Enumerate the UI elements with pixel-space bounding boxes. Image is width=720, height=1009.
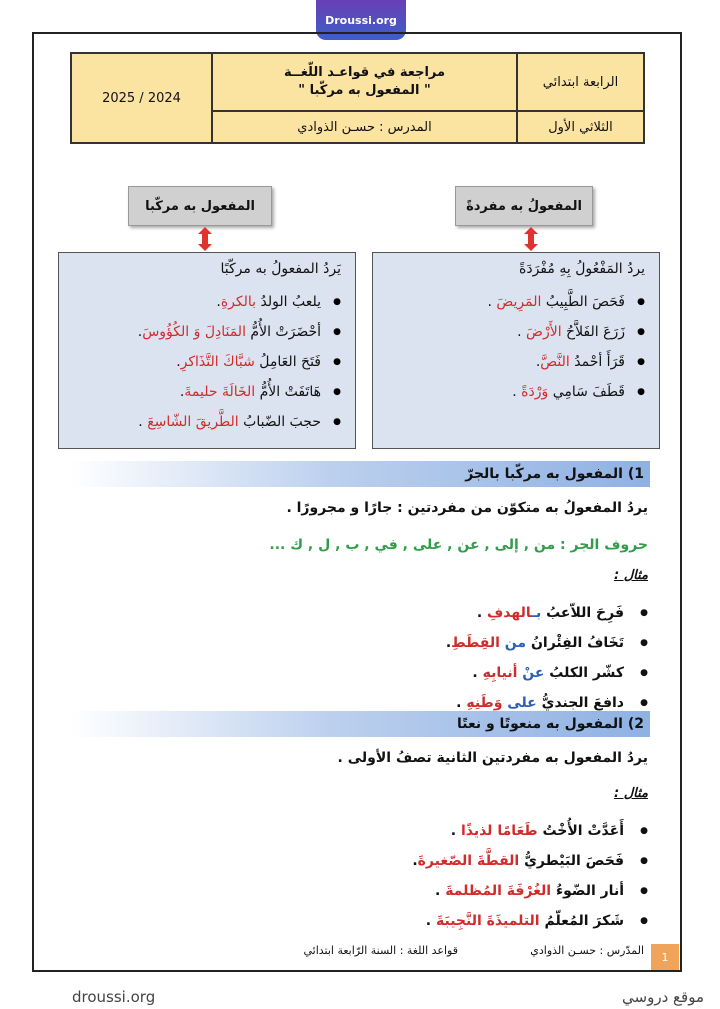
lesson-title: مراجعة في قواعـد اللّغــة " المفعول به مركّبا " [211, 54, 516, 112]
list-item: ● قَرَأَ أحْمدُ النَّصَّ. [383, 347, 645, 377]
list-item: ● فَرِحَ اللاّعبُ بـالهدفِ . [446, 598, 648, 628]
list-item: ● حجبَ الضّبابُ الطَّريقَ الشّاسِعَ . [69, 407, 341, 437]
example-label: مثال : [613, 786, 648, 801]
school-year: 2025 / 2024 [102, 90, 181, 106]
preposition-list: حروف الجر : من , إلى , عن , على , في , ب , ل , ك ... [269, 537, 648, 553]
list-item: ● يلعبُ الولدُ بالكرةِ. [69, 287, 341, 317]
list-item: ● أَعَدَّتْ الأُخْتُ طَعَامًا لذيذًا . [412, 816, 648, 846]
list-item: ● قَطَفَ سَامِي وَرْدَةً . [383, 377, 645, 407]
section-1-examples [446, 598, 648, 718]
grade-level: الرابعة ابتدائي [516, 54, 643, 112]
list-item: ● هَاتَفَتْ الأُمُّ الخَالَةَ حليمةَ. [69, 377, 341, 407]
list-item: ● أحْضَرَتْ الأُمُّ المَنَادِلَ وَ الكُؤُوسَ. [69, 317, 341, 347]
list-item: ● فَحَصَ البَيْطريُّ القطَّةَ الصّغيرةَ. [412, 846, 648, 876]
header-table [70, 52, 645, 144]
double-arrow-icon [197, 227, 213, 251]
list-item: ● زَرَعَ الفَلاَّحُ الأَرْضَ . [383, 317, 645, 347]
teacher-name: المدرس : حسـن الذوادي [211, 112, 516, 142]
term: الثلاثي الأول [516, 112, 643, 142]
compound-object-box [58, 252, 356, 449]
site-url: droussi.org [72, 988, 156, 1006]
page-number: 1 [651, 944, 679, 970]
section-2-rule: يردُ المفعول به مفردتين الثانية تصفُ الأولى . [337, 750, 648, 766]
list-item: ● دافعَ الجنديُّ على وَطَنِهِ . [446, 688, 648, 718]
single-box-heading: يردُ المَفْعُولُ بِهِ مُفْرَدَةً [519, 261, 645, 277]
list-item: ● أنار الضّوءُ الغُرْفَةَ المُظلمةَ . [412, 876, 648, 906]
section-1-rule: يردُ المفعولُ به متكوّن من مفردتين : جارًا و مجرورًا . [286, 500, 648, 516]
site-logo: Droussi.org [316, 0, 406, 40]
section-1-title: 1) المفعول به مركّبا بالجرّ [70, 461, 650, 487]
tag-compound-object: المفعول به مركّبا [128, 186, 272, 226]
list-item: ● تَخَافُ الفِئْرانُ من القِطَطِ. [446, 628, 648, 658]
list-item: ● شَكرَ المُعلّمُ التلميذَةَ النَّجِيبَةَ . [412, 906, 648, 936]
example-label: مثال : [613, 568, 648, 583]
compound-box-heading: يَردُ المفعولُ به مركّبًا [220, 261, 341, 277]
single-object-box [372, 252, 660, 449]
list-item: ● فَتَحَ العَامِلُ شبَّاكَ التَّذَاكرِ. [69, 347, 341, 377]
footer-teacher: المدّرس : حسـن الذوادي [530, 944, 644, 957]
list-item: ● فَحَصَ الطَّبِيبُ المَرِيضَ . [383, 287, 645, 317]
section-2-examples [412, 816, 648, 936]
tag-single-object: المفعولُ به مفردةً [455, 186, 593, 226]
section-2-title: 2) المفعول به منعوتًا و نعتًا [70, 711, 650, 737]
site-name: موقع دروسي [622, 988, 704, 1006]
double-arrow-icon [523, 227, 539, 251]
list-item: ● كشّر الكلبُ عنْ أنيابِهِ . [446, 658, 648, 688]
footer-subject: قواعد اللغة : السنة الرّابعة ابتدائي [303, 944, 458, 957]
